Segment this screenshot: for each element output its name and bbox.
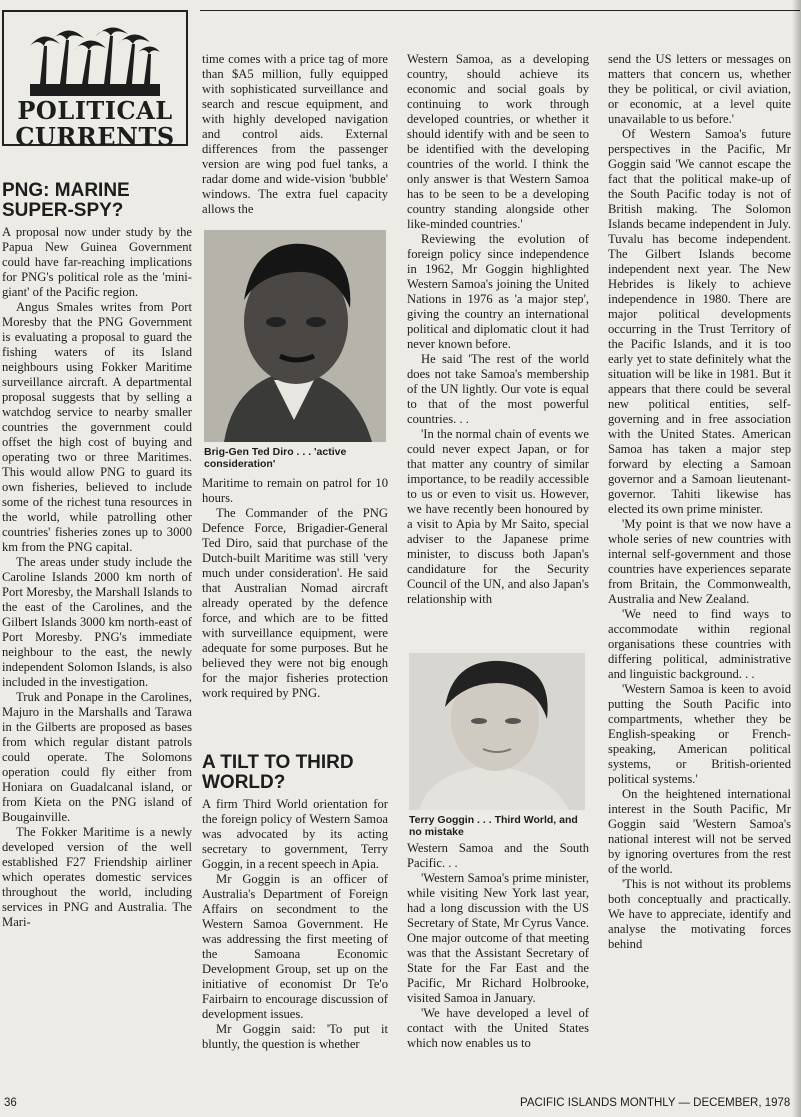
page-number: 36 <box>4 1097 17 1109</box>
article-2-paragraph: Western Samoa, as a developing country, should achieve its economic and social goals by continuing to work through developed countries, or whether it should identify with and be seen to be identified with the developing countries of the world. I think the only answer is that Western Samoa has to be seen to be a developing country standing alongside other like-minded countries.' <box>407 52 589 231</box>
article-2-paragraph: 'This is not without its problems both conceptually and practically. We have to appreciate, identify and analyse the motivating forces behind <box>608 877 791 951</box>
column-1 <box>2 0 192 1080</box>
article-2-headline: A TILT TO THIRD WORLD? <box>202 752 354 793</box>
article-2-paragraph: A firm Third World orientation for the foreign policy of Western Samoa was advocated by its acting secretary to government, Terry Goggin, in a recent speech in Apia. <box>202 797 388 871</box>
column-3 <box>407 0 589 1080</box>
article-2-paragraph: 'In the normal chain of events we could never expect Japan, or for that matter any country of similar importance, to be readily accessible to us or even to visit us. However, we have recently been honoured by a visit to Apia by Mr Saito, special adviser to the Japanese prime minister, to discuss both Japan's candidature for the Security Council of the UN, and also Japan's relationship with <box>407 427 589 606</box>
article-1-paragraph: Angus Smales writes from Port Moresby that the PNG Government is evaluating a proposal to guard the fishing waters of its Island neighbours using Fokker Maritime surveillance aircraft. A departmental proposal suggests that by selling a watchdog service to nearby smaller countries the government could offset the high cost of buying and operating two or three Maritimes. This would allow PNG to guard its own fisheries, believed to include some of the richest tuna resources in the world, while patrolling other countries' fisheries zones up to 3000 km from the PNG capital. <box>2 300 192 554</box>
article-2-paragraph: 'We need to find ways to accommodate within regional organisations these countries with differing political, administrative and linguistic background. . . <box>608 607 791 681</box>
publication-footer: PACIFIC ISLANDS MONTHLY — DECEMBER, 1978 <box>520 1097 791 1109</box>
article-2-paragraph: send the US letters or messages on matters that concern us, whether they be political, or civil aviation, or economic, at a level quite unavailable to us before.' <box>608 52 791 126</box>
page-edge-shadow <box>792 0 801 1117</box>
portrait-man-icon <box>409 653 585 810</box>
photo-caption-goggin: Terry Goggin . . . Third World, and no mistake <box>409 814 578 838</box>
column-2 <box>202 0 388 1080</box>
article-2-paragraph: Mr Goggin is an officer of Australia's Department of Foreign Affairs on secondment to the Western Samoa Government. He was addressing the first meeting of the Samoana Economic Development Group, set up on the initiative of economist Dr Te'o Fairbairn to encourage discussion of development issues. <box>202 872 388 1021</box>
article-1-paragraph: The Fokker Maritime is a newly developed version of the well established F27 Friendship airliner which operates domestic services throughout the world, including services in PNG and Australia. The Mari- <box>2 825 192 929</box>
ted-diro-photo <box>204 230 386 442</box>
article-1-paragraph: Truk and Ponape in the Carolines, Majuro in the Marshalls and Tarawa in the Gilberts are proposed as bases from which regular distant patrols could operate. The Solomons operation could fly either from Honiara on Guadalcanal island, or from Kieta on the PNG island of Bougainville. <box>2 690 192 824</box>
article-2-paragraph: 'Western Samoa's prime minister, while visiting New York last year, had a long discussion with the US Secretary of State, Mr Cyrus Vance. One major outcome of that meeting was that the Assistant Secretary of State for the Far East and the Pacific, Mr Richard Holbrooke, visited Samoa in January. <box>407 871 589 1005</box>
article-1-paragraph: time comes with a price tag of more than $A5 million, fully equipped with sophisticated surveillance and search and rescue equipment, and with highly developed navigation and control aids. External differences from the passenger version are wing pod fuel tanks, a radar dome and wide-vision 'bubble' windows. The extra fuel capacity allows the <box>202 52 388 216</box>
logo-line-2: CURRENTS <box>15 122 175 151</box>
logo-line-1: POLITICAL <box>17 96 173 125</box>
article-2-paragraph: Western Samoa and the South Pacific. . . <box>407 841 589 870</box>
article-2-paragraph: Mr Goggin said: 'To put it bluntly, the question is whether <box>202 1022 388 1051</box>
article-2-paragraph: Reviewing the evolution of foreign policy since independence in 1962, Mr Goggin highlighted Western Samoa's joining the United Nations in 1976 as 'a major step', giving the country an international political and diplomatic clout it had never known before. <box>407 232 589 351</box>
article-1-paragraph: A proposal now under study by the Papua New Guinea Government could have far-reaching implications for PNG's political role as the 'mini-giant' of the Pacific region. <box>2 225 192 299</box>
article-2-paragraph: He said 'The rest of the world does not take Samoa's membership of the UN lightly. Our vote is equal to that of the most powerful countries. . . <box>407 352 589 426</box>
article-1-paragraph: Maritime to remain on patrol for 10 hours. <box>202 476 388 505</box>
terry-goggin-photo <box>409 653 585 810</box>
photo-caption-diro: Brig-Gen Ted Diro . . . 'active consideration' <box>204 446 347 470</box>
article-2-paragraph: On the heightened international interest in the South Pacific, Mr Goggin said 'Western Samoa's national interest will not be served by ignoring overtures from the rest of the world. <box>608 787 791 876</box>
article-2-paragraph: 'We have developed a level of contact with the United States which now enables us to <box>407 1006 589 1050</box>
article-1-headline: PNG: MARINE SUPER-SPY? <box>2 180 130 221</box>
article-1-paragraph: The areas under study include the Caroline Islands 2000 km north of Port Moresby, the Marshall Islands to the east of the Carolines, and the Gilbert Islands 3000 km north-east of Port Moresby. PNG's immediate neighbour to the east, the newly independent Solomon Islands, is also included in the investigation. <box>2 555 192 689</box>
article-1-paragraph: The Commander of the PNG Defence Force, Brigadier-General Ted Diro, said that purchase of the Dutch-built Maritime was still 'very much under consideration'. He said that Australian Nomad aircraft already operated by the defence force, and which are to be fitted with surveillance equipment, were adequate for some purposes. But he believed they were not big enough for the major fisheries protection work required by PNG. <box>202 506 388 700</box>
article-2-paragraph: Of Western Samoa's future perspectives in the Pacific, Mr Goggin said 'We cannot escape the fact that the political make-up of the South Pacific today is not of British making. The Solomon Islands became independent in July. Tuvalu has become independent. The Gilbert Islands become independent next year. The New Hebrides is likely to achieve independence in 1980. There are major political developments occurring in the Trust Territory of the Pacific Islands, and it is too early yet to state definitely what the situation will be like in 1981. But it appears that there could be several new political entities, self-governing and in free association with the United States. American Samoa has taken a major step forward by electing a Samoan governor and a Samoan lieutenant-governor. Tahiti likewise has elected its own prime minister. <box>608 127 791 516</box>
column-4 <box>608 0 791 1080</box>
article-2-paragraph: 'Western Samoa is keen to avoid putting the South Pacific into compartments, whether they be English-speaking or French-speaking, American political systems, or British-oriented political systems.' <box>608 682 791 786</box>
portrait-man-icon <box>204 230 386 442</box>
article-2-paragraph: 'My point is that we now have a whole series of new countries with internal self-government and those countries have experiences separate from Britain, the Commonwealth, Australia and New Zealand. <box>608 517 791 606</box>
